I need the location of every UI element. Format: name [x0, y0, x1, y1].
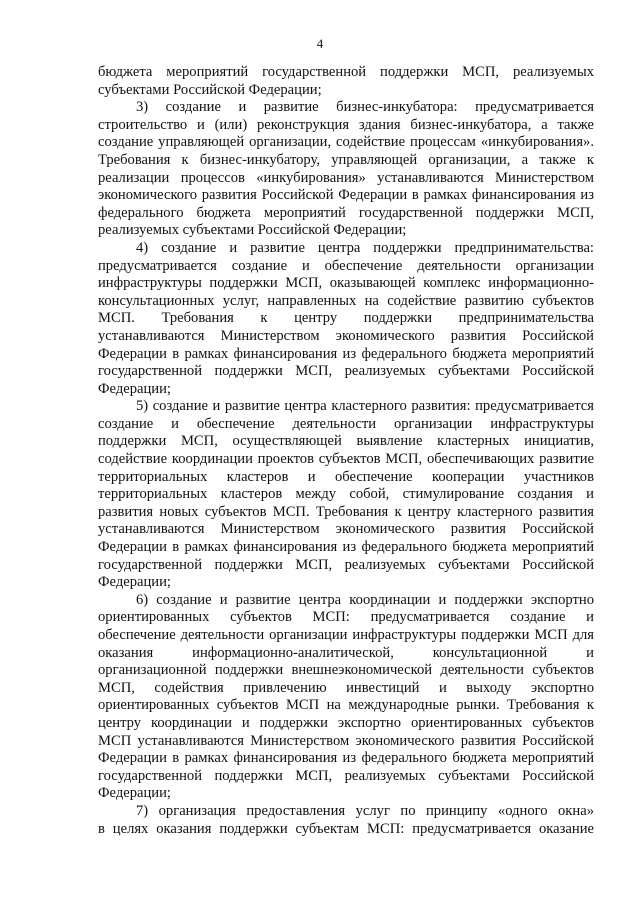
paragraph: [98, 592, 594, 803]
text-line: 3) создание и развитие бизнес-инкубатора: предусматривается: [136, 99, 594, 116]
text-line: Федерации в рамках финансирования из федерального бюджета мероприятий: [98, 539, 594, 556]
text-line: оказания информационно-аналитической, консультационной и: [98, 644, 594, 661]
paragraph: [98, 99, 594, 240]
text-line: государственной поддержки МСП, реализуемых субъектами Российской: [98, 363, 594, 380]
paragraph: [98, 803, 594, 838]
text-line: организационной поддержки внешнеэкономической деятельности субъектов: [98, 662, 594, 679]
text-line: реализуемых субъектами Российской Федерации;: [98, 222, 407, 239]
text-line: ориентированных субъектов МСП на международные рынки. Требования к: [98, 697, 594, 714]
text-line: Федерации в рамках финансирования из федерального бюджета мероприятий: [98, 750, 594, 767]
text-line: содействие координации проектов субъектов МСП, обеспечивающих развитие: [98, 451, 594, 468]
text-line: территориальных кластеров между собой, стимулирование создания и: [98, 486, 594, 503]
text-line: реализации процессов «инкубирования» устанавливаются Министерством: [98, 169, 594, 186]
text-line: Федерации;: [98, 574, 171, 591]
text-line: территориальных кластеров и обеспечение кооперации участников: [98, 468, 594, 485]
text-line: 5) создание и развитие центра кластерного развития: предусматривается: [136, 398, 594, 415]
text-line: государственной поддержки МСП, реализуемых субъектами Российской: [98, 767, 594, 784]
text-line: инфраструктуры поддержки МСП, оказывающей комплекс информационно-: [98, 275, 594, 292]
text-line: ориентированных субъектов МСП: предусматривается создание и: [98, 609, 594, 626]
text-line: экономического развития Российской Федерации в рамках финансирования из: [98, 187, 594, 204]
text-line: государственной поддержки МСП, реализуемых субъектами Российской: [98, 556, 594, 573]
text-line: создание управляющей организации, содействие процессам «инкубирования».: [98, 134, 594, 151]
text-line: обеспечение деятельности организации инфраструктуры поддержки МСП для: [98, 627, 594, 643]
text-line: бюджета мероприятий государственной поддержки МСП, реализуемых: [98, 64, 594, 80]
text-line: устанавливаются Министерством экономического развития Российской: [98, 327, 594, 344]
text-line: поддержки МСП, осуществляющей выявление кластерных инициатив,: [98, 433, 594, 450]
text-line: в целях оказания поддержки субъектам МСП: предусматривается оказание: [98, 820, 594, 837]
text-line: 4) создание и развитие центра поддержки предпринимательства:: [136, 239, 594, 256]
text-line: Федерации в рамках финансирования из федерального бюджета мероприятий: [98, 345, 594, 362]
text-line: Федерации;: [98, 785, 171, 802]
text-line: субъектами Российской Федерации;: [98, 81, 322, 98]
page-number: 4: [316, 36, 324, 51]
text-line: 7) организация предоставления услуг по принципу «одного окна»: [136, 802, 594, 819]
text-line: центру координации и поддержки экспортно ориентированных субъектов: [98, 714, 594, 731]
text-line: консультационных услуг, направленных на содействие развитию субъектов: [98, 292, 594, 309]
paragraph: [98, 398, 594, 592]
document-body: [98, 64, 594, 838]
text-line: создание и обеспечение деятельности организации инфраструктуры: [98, 415, 594, 432]
text-line: предусматривается создание и обеспечение деятельности организации: [98, 257, 594, 274]
text-line: устанавливаются Министерством экономического развития Российской: [98, 521, 594, 538]
text-line: МСП устанавливаются Министерством экономического развития Российской: [98, 732, 594, 749]
paragraph: [98, 64, 594, 99]
text-line: федерального бюджета мероприятий государственной поддержки МСП,: [98, 204, 594, 221]
text-line: МСП. Требования к центру поддержки предпринимательства: [98, 310, 594, 327]
text-line: 6) создание и развитие центра координации и поддержки экспортно: [136, 591, 594, 608]
paragraph: [98, 240, 594, 398]
text-line: Требования к бизнес-инкубатору, управляющей организации, а также к: [98, 151, 594, 168]
text-line: МСП, содействия привлечению инвестиций и выходу экспортно: [98, 679, 594, 696]
text-line: строительство и (или) реконструкция здания бизнес-инкубатора, а также: [98, 116, 594, 133]
text-line: развития новых субъектов МСП. Требования к центру кластерного развития: [98, 503, 594, 520]
text-line: Федерации;: [98, 380, 171, 397]
